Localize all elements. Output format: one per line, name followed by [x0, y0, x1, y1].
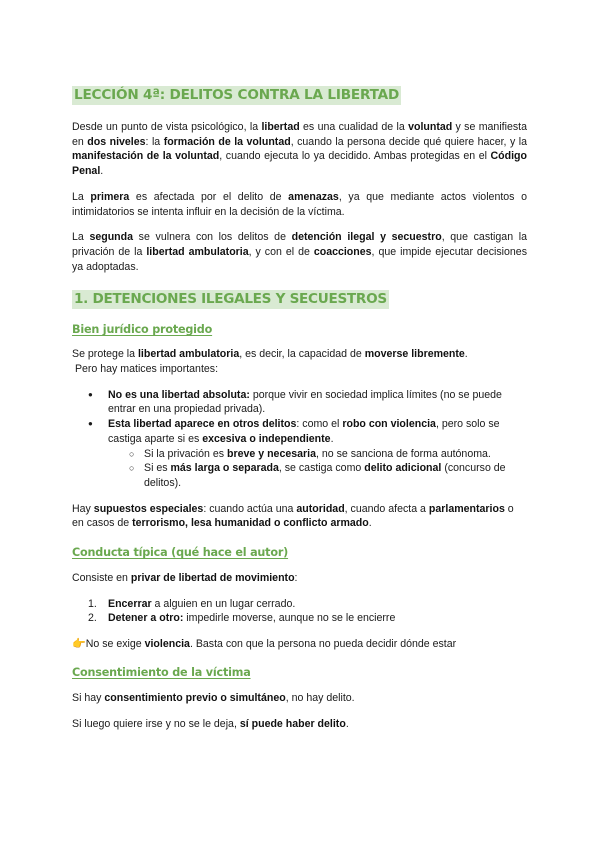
bold-text: más larga o separada: [170, 462, 279, 475]
subheading-bien-juridico: Bien jurídico protegido: [72, 323, 213, 337]
intro-paragraph-3: [72, 230, 527, 274]
section-heading: 1. DETENCIONES ILEGALES Y SECUESTROS: [74, 291, 387, 308]
text: Desde un punto de vista psicológico, la: [72, 121, 262, 133]
list-item: [72, 417, 527, 491]
bold-text: formación de la voluntad: [163, 135, 291, 148]
bold-text: voluntad: [408, 121, 453, 133]
bold-text: Código Penal: [72, 150, 527, 178]
text: y se manifiesta en: [72, 121, 527, 148]
bold-text: violencia: [144, 638, 190, 651]
text: Si luego quiere irse y no se le deja,: [72, 717, 240, 730]
consentimiento-paragraph-2: [72, 717, 527, 732]
consentimiento-paragraph-1: [72, 691, 527, 706]
bold-text: breve y necesaria: [227, 447, 316, 460]
bold-text: excesiva o independiente: [202, 432, 331, 445]
text: .: [464, 348, 468, 361]
bold-text: parlamentarios: [428, 502, 505, 515]
bold-text: sí puede haber delito: [239, 717, 346, 730]
bold-text: dos niveles: [87, 135, 146, 148]
bien-paragraph-2: Pero hay matices importantes:: [72, 363, 219, 376]
conducta-numbered-list: [72, 597, 527, 626]
text: impedirle moverse, aunque no se le encierre: [183, 612, 396, 625]
numbered-item: [72, 597, 527, 612]
conducta-paragraph-1: [72, 571, 527, 586]
bold-text: delito adicional: [364, 462, 442, 475]
sub-list-item: [72, 461, 527, 490]
subheading-wrap-consentimiento: [72, 666, 527, 679]
bold-text: segunda: [89, 231, 134, 244]
text: , pero solo se castiga aparte si es: [108, 418, 500, 445]
text: , cuando ejecuta lo ya decidido. Ambas protegidas en el: [219, 150, 491, 163]
bien-bullet-list: [72, 388, 527, 491]
text: , que castigan la privación de la: [72, 231, 527, 258]
bold-text: moverse libremente: [364, 348, 465, 361]
text: La: [72, 231, 90, 244]
text: es afectada por el delito de: [129, 190, 289, 203]
text: Hay: [72, 502, 94, 515]
text: No se exige: [85, 638, 145, 651]
bold-text: coacciones: [313, 245, 372, 258]
bold-text: Detener a otro:: [108, 612, 184, 625]
numbered-item: [72, 611, 527, 626]
pointing-hand-icon: 👉: [72, 638, 86, 651]
text: Se protege la: [72, 348, 138, 361]
text: Si la privación es: [144, 447, 228, 460]
text: , cuando afecta a: [344, 502, 429, 515]
text: o en casos de: [72, 502, 514, 530]
text: .: [330, 432, 334, 445]
sub-list-item: [72, 447, 527, 462]
text: . Basta con que la persona no pueda decidir dónde estar: [189, 638, 457, 651]
bold-text: detención ilegal y secuestro: [291, 231, 442, 244]
text: , cuando la persona decide qué quiere hacer, y la: [290, 135, 527, 148]
text: es una cualidad de la: [299, 121, 409, 133]
bold-text: privar de libertad de movimiento: [130, 572, 295, 585]
title-wrap: [72, 86, 527, 105]
text: : como el: [296, 418, 343, 431]
text: a alguien en un lugar cerrado.: [151, 597, 296, 610]
bold-text: terrorismo, lesa humanidad o conflicto armado: [132, 517, 369, 530]
bien-paragraph-1: [72, 347, 527, 362]
subheading-consentimiento: Consentimiento de la víctima: [72, 665, 251, 679]
bold-text: supuestos especiales: [93, 502, 204, 515]
intro-paragraph-1: [72, 120, 527, 179]
text: , ya que mediante actos violentos o intimidatorios se intenta influir en la decisión de la víctima.: [72, 190, 527, 218]
bold-text: libertad: [261, 121, 300, 133]
text: porque vivir en sociedad implica límites (no se puede entrar en una propiedad privada).: [108, 388, 502, 416]
text: , que impide ejecutar decisiones ya adoptadas.: [72, 245, 527, 273]
text: , no se sanciona de forma autónoma.: [315, 447, 491, 460]
bold-text: No es una libertad absoluta:: [108, 388, 250, 401]
subheading-conducta-tipica: Conducta típica (qué hace el autor): [72, 546, 289, 560]
text: Si es: [144, 462, 171, 475]
bold-text: autoridad: [296, 502, 345, 515]
text: .: [368, 517, 372, 530]
text: se vulnera con los delitos de: [133, 231, 292, 244]
subheading-wrap-bien: [72, 323, 527, 336]
document-content: [72, 86, 527, 731]
text: .: [345, 717, 349, 730]
list-item: [72, 388, 527, 417]
item-number: 1.: [88, 597, 97, 610]
section-heading-wrap: [72, 290, 527, 309]
page-title: LECCIÓN 4ª: DELITOS CONTRA LA LIBERTAD: [74, 87, 400, 103]
bold-text: Esta libertad aparece en otros delitos: [108, 418, 297, 431]
intro-paragraph-2: [72, 190, 527, 219]
text: .: [100, 165, 104, 178]
text: La: [72, 190, 91, 203]
sub-list: [108, 447, 527, 491]
bold-text: robo con violencia: [342, 418, 436, 431]
text: : cuando actúa una: [203, 502, 297, 515]
conducta-note: [72, 637, 527, 652]
text: Si hay: [72, 691, 105, 704]
text: , no hay delito.: [285, 691, 355, 704]
text: Consiste en: [72, 572, 131, 585]
text: (concurso de delitos).: [144, 462, 506, 489]
bien-paragraph-3: [72, 502, 527, 531]
text: , se castiga como: [278, 462, 365, 475]
bold-text: manifestación de la voluntad: [72, 150, 220, 163]
bold-text: primera: [90, 190, 130, 203]
bold-text: libertad ambulatoria: [146, 245, 249, 258]
subheading-wrap-conducta: [72, 546, 527, 559]
text: : la: [145, 135, 164, 148]
text: , y con el de: [248, 245, 314, 258]
text: :: [294, 572, 298, 585]
item-number: 2.: [88, 612, 97, 625]
bold-text: libertad ambulatoria: [137, 348, 240, 361]
text: , es decir, la capacidad de: [239, 348, 365, 361]
bold-text: amenazas: [288, 190, 339, 203]
bold-text: Encerrar: [108, 597, 152, 610]
bold-text: consentimiento previo o simultáneo: [104, 691, 286, 704]
